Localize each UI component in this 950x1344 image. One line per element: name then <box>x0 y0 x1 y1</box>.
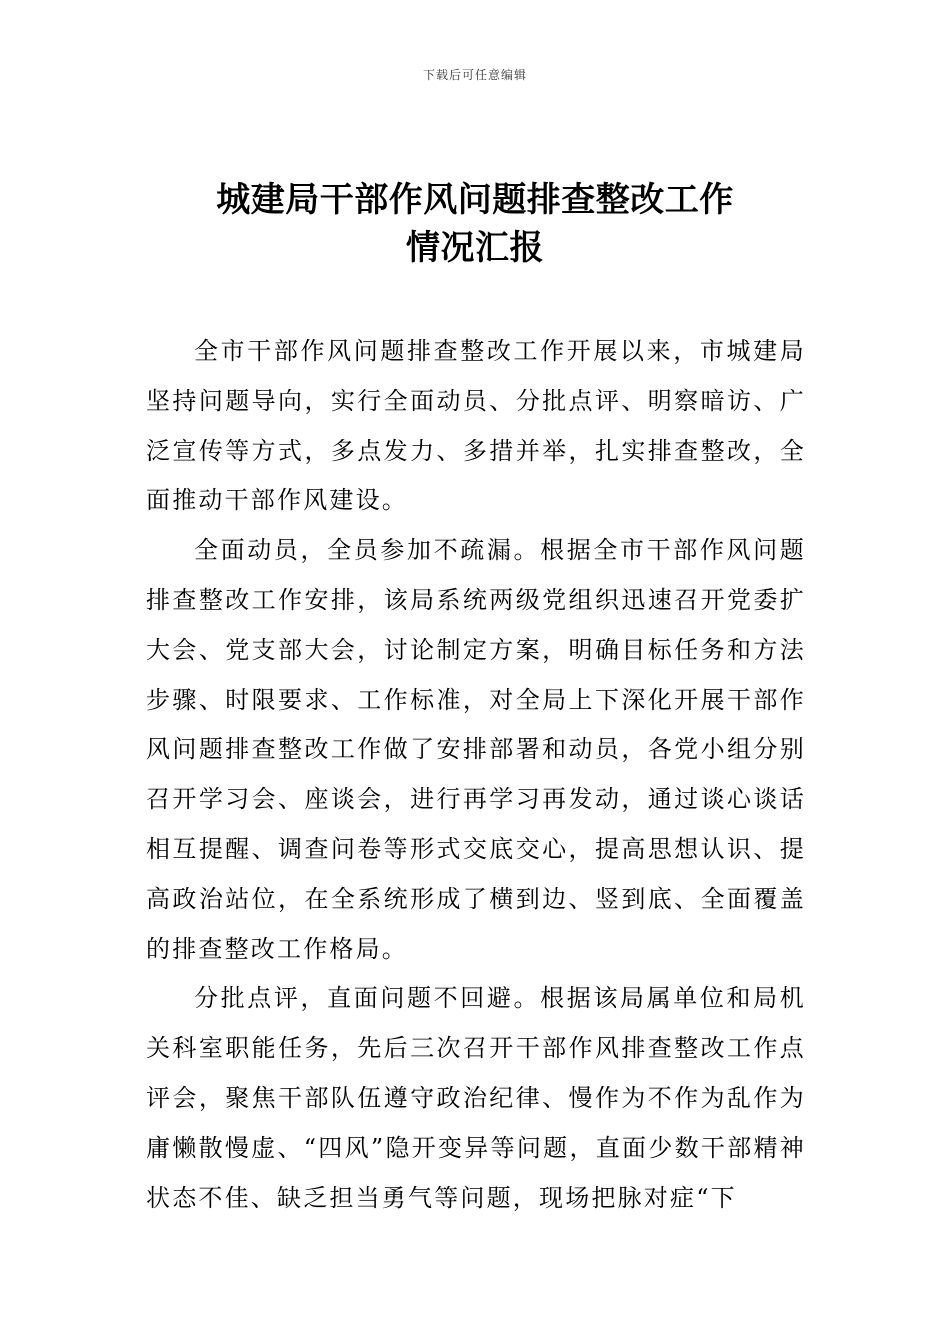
document-title-line-1: 城建局干部作风问题排查整改工作 <box>216 180 734 220</box>
paragraph-intro: 全市干部作风问题排查整改工作开展以来，市城建局坚持问题导向，实行全面动员、分批点评、明察暗访、广泛宣传等方式，多点发力、多措并举，扎实排查整改，全面推动干部作风建设。 <box>146 337 806 515</box>
paragraph-review: 分批点评，直面问题不回避。根据该局属单位和局机关科室职能任务，先后三次召开干部作风排查整改工作点评会，聚焦干部队伍遵守政治纪律、慢作为不作为乱作为庸懒散慢虚、“四风”隐开变异等问题，直面少数干部精神状态不佳、缺乏担当勇气等问题，现场把脉对症“下 <box>146 984 806 1212</box>
document-title <box>100 176 850 272</box>
document-title-line-2: 情况汇报 <box>406 228 544 268</box>
paragraph-mobilization: 全面动员，全员参加不疏漏。根据全市干部作风问题排查整改工作安排，该局系统两级党组织迅速召开党委扩大会、党支部大会，讨论制定方案，明确目标任务和方法步骤、时限要求、工作标准，对全局上下深化开展干部作风问题排查整改工作做了安排部署和动员，各党小组分别召开学习会、座谈会，进行再学习再发动，通过谈心谈话相互提醒、调查问卷等形式交底交心，提高思想认识、提高政治站位，在全系统形成了横到边、竖到底、全面覆盖的排查整改工作格局。 <box>146 536 806 963</box>
page-header-note: 下载后可任意编辑 <box>422 68 527 82</box>
document-body <box>146 327 806 1223</box>
